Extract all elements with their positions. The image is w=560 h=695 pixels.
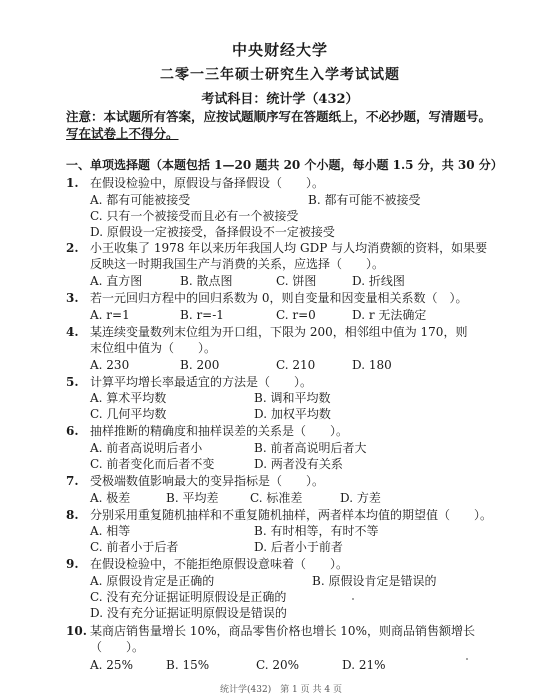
option-8b: B. 有时相等，有时不等 (254, 524, 379, 538)
option-8d: D. 后者小于前者 (254, 540, 343, 554)
question-text: 小王收集了 1978 年以来历年我国人均 GDP 与人均消费额的资料，如果要 (90, 241, 488, 255)
option-5d: D. 加权平均数 (254, 407, 331, 421)
question-number: 2. (66, 241, 79, 255)
question-text: 分别采用重复随机抽样和不重复随机抽样，两者样本均值的期望值（ ）。 (90, 508, 493, 522)
question-3 (66, 290, 467, 306)
question-9 (66, 556, 348, 572)
question-text: 计算平均增长率最适宜的方法是（ ）。 (90, 375, 313, 389)
question-number: 5. (66, 375, 79, 389)
option-1a: A. 都有可能被接受 (90, 193, 191, 207)
option-9c: C. 没有充分证据证明原假设是正确的 (90, 590, 287, 604)
question-text: 某商店销售量增长 10%，商品零售价格也增长 10%，则商品销售额增长 (90, 624, 475, 638)
page-footer: 统计学(432) 第 1 页 共 4 页 (220, 685, 342, 695)
option-7c: C. 标准差 (250, 491, 303, 505)
option-4c: C. 210 (276, 358, 316, 372)
option-1c: C. 只有一个被接受而且必有一个被接受 (90, 209, 299, 223)
question-2 (66, 240, 487, 256)
question-2-line-2: 反映这一时期我国生产与消费的关系，应选择（ ）。 (90, 257, 385, 271)
question-number: 1. (66, 176, 79, 190)
question-number: 4. (66, 325, 79, 339)
option-7a: A. 极差 (90, 491, 131, 505)
option-5c: C. 几何平均数 (90, 407, 167, 421)
option-7d: D. 方差 (340, 491, 381, 505)
option-1b: B. 都有可能不被接受 (308, 193, 421, 207)
option-2d: D. 折线图 (352, 274, 405, 288)
option-10a: A. 25% (90, 658, 133, 672)
scan-speck (352, 598, 354, 600)
option-8a: A. 相等 (90, 524, 131, 538)
question-number: 10. (66, 624, 87, 638)
option-4a: A. 230 (90, 358, 130, 372)
option-2a: A. 直方图 (90, 274, 143, 288)
option-3a: A. r=1 (90, 308, 130, 322)
university-title: 中央财经大学 (231, 41, 328, 59)
option-6c: C. 前者变化而后者不变 (90, 457, 215, 471)
question-4-line-2: 末位组中值为（ ）。 (90, 341, 217, 355)
option-5a: A. 算术平均数 (90, 391, 167, 405)
option-5b: B. 调和平均数 (254, 391, 331, 405)
question-6 (66, 423, 348, 439)
question-number: 6. (66, 424, 79, 438)
question-10 (66, 623, 475, 639)
option-4d: D. 180 (352, 358, 392, 372)
option-1d: D. 原假设一定被接受，备择假设不一定被接受 (90, 225, 335, 239)
option-6b: B. 前者高说明后者大 (254, 441, 367, 455)
option-10d: D. 21% (342, 658, 386, 672)
question-number: 8. (66, 508, 79, 522)
notice-line-2: 写在试卷上不得分。 (66, 126, 179, 141)
question-text: 某连续变量数列末位组为开口组，下限为 200，相邻组中值为 170，则 (90, 325, 468, 339)
question-5 (66, 374, 312, 390)
question-text: 在假设检验中，原假设与备择假设（ ）。 (90, 176, 325, 190)
subject-title: 考试科目：统计学（432） (201, 92, 359, 107)
option-10b: B. 15% (166, 658, 210, 672)
question-number: 3. (66, 291, 79, 305)
section-title: 一、单项选择题（本题包括 1—20 题共 20 个小题，每小题 1.5 分，共 30 分） (66, 158, 503, 172)
question-number: 7. (66, 474, 79, 488)
option-6d: D. 两者没有关系 (254, 457, 343, 471)
question-text: 受极端数值影响最大的变异指标是（ ）。 (90, 474, 325, 488)
exam-title: 二零一三年硕士研究生入学考试试题 (160, 67, 400, 83)
question-4 (66, 324, 467, 340)
option-4b: B. 200 (180, 358, 220, 372)
question-number: 9. (66, 557, 79, 571)
option-8c: C. 前者小于后者 (90, 540, 179, 554)
question-text: 若一元回归方程中的回归系数为 0，则自变量和因变量相关系数（ ）。 (90, 291, 468, 305)
option-6a: A. 前者高说明后者小 (90, 441, 203, 455)
scan-speck (466, 658, 468, 660)
question-1 (66, 175, 324, 191)
question-7 (66, 473, 324, 489)
question-text: 抽样推断的精确度和抽样误差的关系是（ ）。 (90, 424, 349, 438)
option-3d: D. r 无法确定 (352, 308, 427, 322)
option-3b: B. r=-1 (180, 308, 224, 322)
option-2c: C. 饼图 (276, 274, 317, 288)
question-text: 在假设检验中，不能拒绝原假设意味着（ ）。 (90, 557, 349, 571)
option-2b: B. 散点图 (180, 274, 233, 288)
option-10c: C. 20% (256, 658, 300, 672)
option-9d: D. 没有充分证据证明原假设是错误的 (90, 606, 287, 620)
notice-line-1: 注意：本试题所有答案，应按试题顺序写在答题纸上，不必抄题，写清题号。 (66, 109, 492, 124)
question-10-line-2: （ ）。 (90, 640, 145, 654)
option-9a: A. 原假设肯定是正确的 (90, 574, 215, 588)
question-8 (66, 507, 492, 523)
option-9b: B. 原假设肯定是错误的 (312, 574, 437, 588)
option-3c: C. r=0 (276, 308, 316, 322)
option-7b: B. 平均差 (166, 491, 219, 505)
